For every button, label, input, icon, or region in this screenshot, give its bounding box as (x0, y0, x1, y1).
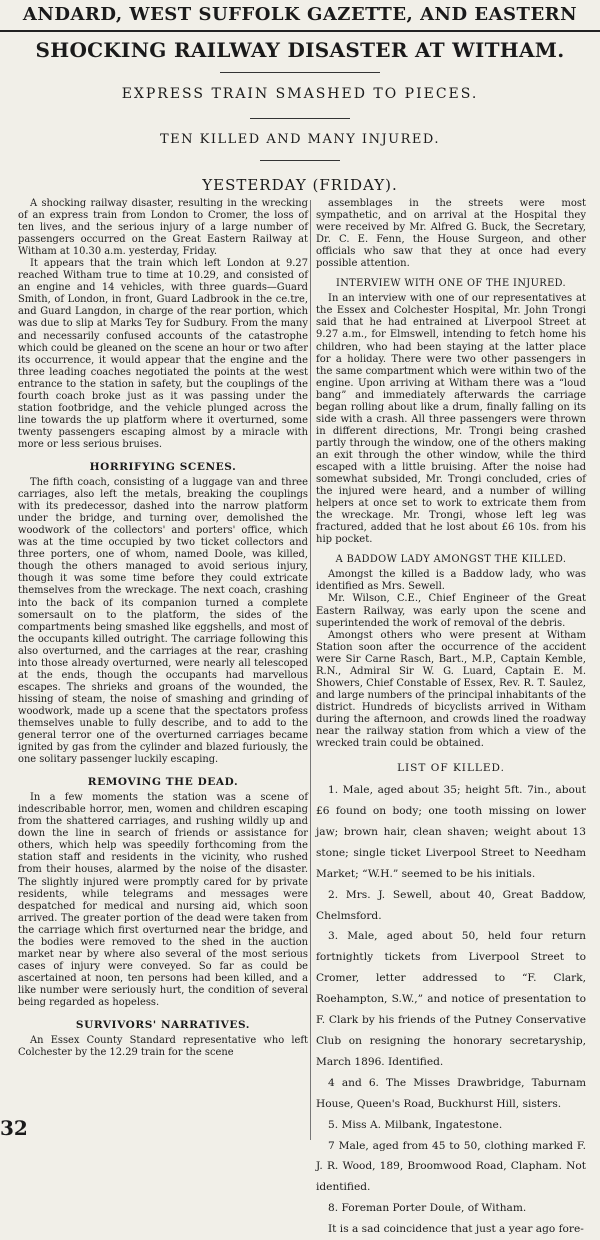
main-headline: SHOCKING RAILWAY DISASTER AT WITHAM. (35, 38, 565, 62)
article-paragraph: It appears that the train which left London at 9.27 reached Witham true to time at 10.29, and consisted of an engine and 14 vehicles, with three guards—Guard Smith, of London, in front, Guard Ladbrook in the ce.tre, and Guard Langdon, in charge of the rear portion, which was due to slip at Marks Tey for Sudbury. From the many and necessarily confused accounts of the catastrophe which could be gleaned on the scene an hour or two after its occurrence, it would appear that the engine and the three leading coaches negotiated the points at the west entrance to the station in safety, but the couplings of the fourth coach broke just as it was passing under the station footbridge, and the vehicle plunged across the line towards the up platform where it overturned, some twenty passengers escaping almost by a miracle with more or less serious bruises. (18, 258, 308, 450)
article-paragraph: An Essex County Standard representative who left Colchester by the 12.29 train for the scene (18, 1035, 308, 1059)
list-item: It is a sad coincidence that just a year ago fore- (328, 1223, 584, 1236)
article-left-column (18, 198, 308, 1130)
article-paragraph: Mr. Wilson, C.E., Chief Engineer of the Great Eastern Railway, was early upon the scene and superintended the work of removal of the debris. (316, 593, 586, 629)
article-paragraph: A shocking railway disaster, resulting in the wrecking of an express train from London to Cromer, the loss of ten lives, and the serious injury of a large number of passengers occurred on the Great Eastern Railway at Witham at 10.30 a.m. yesterday, Friday. (18, 198, 308, 258)
subheadline-express: EXPRESS TRAIN SMASHED TO PIECES. (121, 86, 479, 102)
list-item: 2. Mrs. J. Sewell, about 40, Great Baddow, Chelmsford. (316, 888, 586, 922)
list-heading: LIST OF KILLED. (397, 762, 505, 775)
killed-list (316, 780, 586, 1240)
headline-divider (260, 160, 340, 161)
column-divider (310, 200, 311, 1140)
list-item: 3. Male, aged about 50, held four return fortnightly tickets from Liverpool Street to Cromer, letter addressed to “F. Clark, Roehampton, S.W.,” and notice of presentation to F. Clark by his friends of the Putney Conservative Club on resigning the honorary secretaryship, March 1896. Identified. (316, 930, 586, 1068)
article-paragraph: In an interview with one of our representatives at the Essex and Colchester Hospital, Mr. John Trongi said that he had entrained at Liverpool Street at 9.27 a.m., for Elmswell, intending to fetch home his children, who had been staying at the latter place for a holiday. There were two other passengers in the same compartment which were within two of the engine. Upon arriving at Witham there was a “loud bang” and immediately afterwards the carriage began rolling about like a drum, finally falling on its side with a crash. All three passengers were thrown in different directions, Mr. Trongi being crashed partly through the window, one of the others making an exit through the other window, while the third escaped with a little bruising. After the noise had somewhat subsided, Mr. Trongi concluded, cries of the injured were heard, and a number of willing helpers at once set to work to extricate them from the wreckage. Mr. Trongi, whose left leg was fractured, added that he lost about £6 10s. from his hip pocket. (316, 293, 586, 546)
headline-divider (220, 72, 380, 73)
section-heading: REMOVING THE DEAD. (87, 776, 239, 789)
subheadline-killed: TEN KILLED AND MANY INJURED. (160, 132, 440, 147)
page-number: 32 (0, 1116, 28, 1140)
list-item: 1. Male, aged about 35; height 5ft. 7in., about £6 found on body; one tooth missing on lower jaw; brown hair, clean shaven; weight about 13 stone; single ticket Liverpool Street to Needham Market; “W.H.” seemed to be his initials. (316, 784, 586, 880)
article-paragraph: The fifth coach, consisting of a luggage van and three carriages, also left the metals, breaking the couplings with its predecessor, dashed into the narrow platform under the bridge, and turning over, demolished the woodwork of the collectors' and porters' office, which was at the time occupied by two ticket collectors and three porters, one of whom, named Doole, was killed, though the others managed to avoid serious injury, though it was some time before they could extricate themselves from the wreckage. The next coach, crashing into the back of its companion turned a complete somersault on to the platform, the sides of the compartments being smashed like eggshells, and most of the occupants killed outright. The carriage following this also overturned, and the carriages at the rear, crashing into those already overturned, were nearly all telescoped at the ends, though the occupants had marvellous escapes. The shrieks and groans of the wounded, the hissing of steam, the noise of smashing and grinding of woodwork, made up a scene that the spectators profess themselves unable to fully describe, and to add to the general terror one of the overturned carriages became ignited by gas from the cylinder and blazed furiously, the one solitary passenger luckily escaping. (18, 477, 308, 766)
section-heading: HORRIFYING SCENES. (89, 460, 237, 473)
dateline: YESTERDAY (FRIDAY). (202, 176, 398, 194)
section-heading: A BADDOW LADY AMONGST THE KILLED. (335, 554, 567, 566)
section-heading: SURVIVORS' NARRATIVES. (75, 1019, 251, 1032)
section-heading: INTERVIEW WITH ONE OF THE INJURED. (335, 278, 567, 290)
list-item: 4 and 6. The Misses Drawbridge, Taburnam House, Queen's Road, Buckhurst Hill, sisters. (316, 1076, 586, 1110)
headline-divider (250, 118, 350, 119)
article-paragraph: Amongst others who were present at Witham Station soon after the occurrence of the accident were Sir Carne Rasch, Bart., M.P., Captain Kemble, R.N., Admiral Sir W. G. Luard, Captain E. M. Showers, Chief Constable of Essex, Rev. R. T. Saulez, and large numbers of the principal inhabitants of the district. Hundreds of bicyclists arrived in Witham during the afternoon, and crowds lined the roadway near the railway station from which a view of the wrecked train could be obtained. (316, 629, 586, 750)
article-paragraph: Amongst the killed is a Baddow lady, who was identified as Mrs. Sewell. (316, 569, 586, 593)
article-right-column (316, 198, 586, 1236)
article-paragraph: In a few moments the station was a scene of indescribable horror, men, women and children escaping from the shattered carriages, and rushing wildly up and down the line in search of friends or assistance for others, which help was speedily forthcoming from the station staff and residents in the vicinity, who rushed from their houses, alarmed by the noise of the disaster. The slightly injured were promptly cared for by private residents, while telegrams and messages were despatched for medical and nursing aid, which soon arrived. The greater portion of the dead were taken from the carriage which first overturned near the bridge, and the bodies were removed to the shed in the auction market near by where also several of the most serious cases of injury were conveyed. So far as could be ascertained at noon, ten persons had been killed, and a like number were seriously hurt, the condition of several being regarded as hopeless. (18, 792, 308, 1008)
list-item: 8. Foreman Porter Doule, of Witham. (328, 1202, 527, 1215)
list-item: 7 Male, aged from 45 to 50, clothing marked F. J. R. Wood, 189, Broomwood Road, Clapham. Not identified. (316, 1139, 586, 1194)
newspaper-masthead: ANDARD, WEST SUFFOLK GAZETTE, AND EASTERN (0, 0, 600, 32)
list-item: 5. Miss A. Milbank, Ingatestone. (328, 1118, 503, 1131)
article-paragraph: assemblages in the streets were most sympathetic, and on arrival at the Hospital they were received by Mr. Alfred G. Buck, the Secretary, Dr. C. E. Fenn, the House Surgeon, and other officials who saw that they at once had every possible attention. (316, 198, 586, 270)
